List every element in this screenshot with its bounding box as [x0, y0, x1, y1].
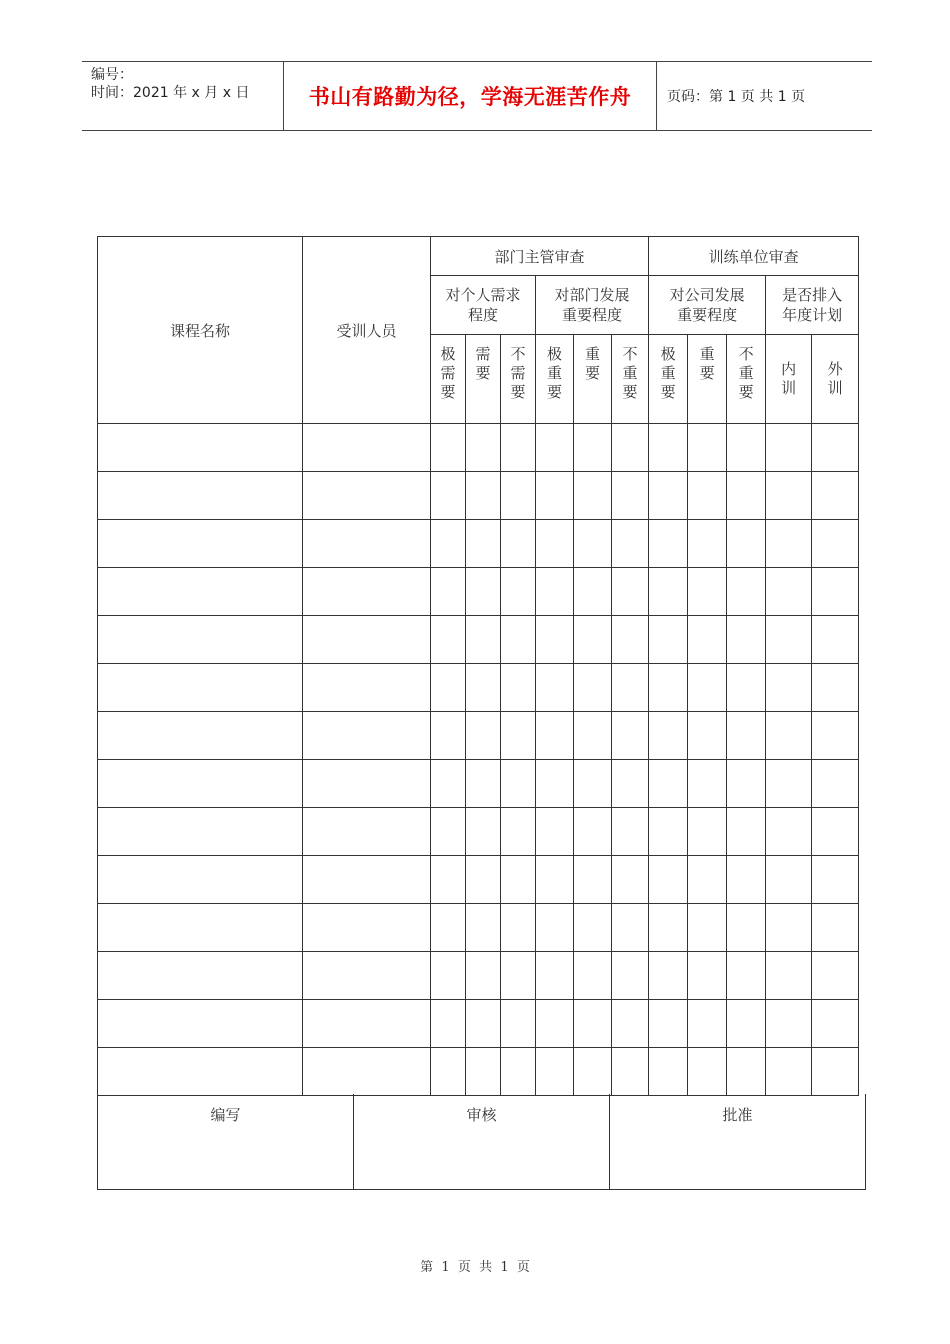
table-cell[interactable]	[501, 808, 536, 856]
table-cell[interactable]	[431, 472, 466, 520]
table-cell[interactable]	[303, 472, 431, 520]
table-cell[interactable]	[303, 952, 431, 1000]
signature-table	[97, 1094, 866, 1190]
table-cell[interactable]	[649, 568, 688, 616]
table-cell[interactable]	[501, 856, 536, 904]
table-cell[interactable]	[501, 472, 536, 520]
table-cell[interactable]	[536, 952, 574, 1000]
table-cell[interactable]	[766, 712, 812, 760]
table-cell[interactable]	[727, 472, 766, 520]
table-cell[interactable]	[766, 568, 812, 616]
time-label: 时间：2021 年 x 月 x 日	[91, 85, 250, 101]
table-cell[interactable]	[649, 712, 688, 760]
table-cell[interactable]	[536, 568, 574, 616]
table-cell[interactable]	[98, 472, 303, 520]
table-cell[interactable]	[536, 472, 574, 520]
table-cell[interactable]	[766, 424, 812, 472]
course-name-header: 课程名称	[98, 237, 303, 424]
table-cell[interactable]	[612, 568, 649, 616]
table-cell[interactable]	[812, 808, 859, 856]
table-cell[interactable]	[501, 424, 536, 472]
dept-review-header: 部门主管审查	[431, 237, 649, 276]
table-cell[interactable]	[303, 856, 431, 904]
sub-header-p1: 极需要	[431, 335, 466, 424]
table-cell[interactable]	[612, 424, 649, 472]
sub-header-c3: 不重要	[727, 335, 766, 424]
table-cell[interactable]	[501, 1048, 536, 1096]
table-cell[interactable]	[501, 760, 536, 808]
table-cell[interactable]	[536, 760, 574, 808]
table-cell[interactable]	[98, 952, 303, 1000]
table-row	[98, 760, 859, 808]
table-cell[interactable]	[727, 1000, 766, 1048]
table-cell[interactable]	[812, 472, 859, 520]
table-cell[interactable]	[649, 904, 688, 952]
table-cell[interactable]	[431, 856, 466, 904]
table-cell[interactable]	[536, 1048, 574, 1096]
table-row	[98, 1048, 859, 1096]
table-cell[interactable]	[727, 664, 766, 712]
table-cell[interactable]	[688, 520, 727, 568]
table-cell[interactable]	[766, 616, 812, 664]
table-cell[interactable]	[574, 472, 612, 520]
review-cell[interactable]: 审核	[354, 1094, 610, 1190]
table-cell[interactable]	[574, 904, 612, 952]
table-cell[interactable]	[466, 856, 501, 904]
table-cell[interactable]	[501, 520, 536, 568]
table-cell[interactable]	[536, 616, 574, 664]
table-cell[interactable]	[649, 424, 688, 472]
table-cell[interactable]	[649, 472, 688, 520]
table-cell[interactable]	[303, 712, 431, 760]
approve-cell[interactable]: 批准	[610, 1094, 866, 1190]
table-cell[interactable]	[303, 1048, 431, 1096]
table-cell[interactable]	[574, 808, 612, 856]
table-cell[interactable]	[727, 904, 766, 952]
table-cell[interactable]	[98, 616, 303, 664]
table-cell[interactable]	[98, 664, 303, 712]
sub-header-a2: 外训	[812, 335, 859, 424]
table-cell[interactable]	[612, 520, 649, 568]
table-cell[interactable]	[501, 712, 536, 760]
table-cell[interactable]	[812, 1048, 859, 1096]
table-row	[98, 616, 859, 664]
table-cell[interactable]	[536, 664, 574, 712]
compile-cell[interactable]: 编写	[98, 1094, 354, 1190]
table-cell[interactable]	[688, 712, 727, 760]
table-cell[interactable]	[688, 856, 727, 904]
dept-dev-header: 对部门发展重要程度	[536, 276, 649, 335]
table-cell[interactable]	[574, 760, 612, 808]
sub-header-d3: 不重要	[612, 335, 649, 424]
table-row	[98, 952, 859, 1000]
company-dev-header: 对公司发展重要程度	[649, 276, 766, 335]
table-cell[interactable]	[649, 952, 688, 1000]
personal-need-header: 对个人需求程度	[431, 276, 536, 335]
table-cell[interactable]	[431, 664, 466, 712]
table-cell[interactable]	[466, 808, 501, 856]
annual-plan-header: 是否排入年度计划	[766, 276, 859, 335]
table-cell[interactable]	[688, 616, 727, 664]
table-cell[interactable]	[727, 952, 766, 1000]
table-cell[interactable]	[766, 664, 812, 712]
table-cell[interactable]	[812, 616, 859, 664]
table-cell[interactable]	[501, 664, 536, 712]
table-cell[interactable]	[812, 760, 859, 808]
table-cell[interactable]	[501, 568, 536, 616]
table-cell[interactable]	[431, 904, 466, 952]
sub-header-p3: 不需要	[501, 335, 536, 424]
sub-header-d2: 重要	[574, 335, 612, 424]
table-cell[interactable]	[98, 808, 303, 856]
table-cell[interactable]	[766, 856, 812, 904]
page-code: 页码：第 1 页 共 1 页	[667, 89, 806, 105]
table-cell[interactable]	[727, 760, 766, 808]
table-cell[interactable]	[431, 520, 466, 568]
table-row	[98, 424, 859, 472]
table-cell[interactable]	[303, 664, 431, 712]
table-cell[interactable]	[688, 952, 727, 1000]
table-cell[interactable]	[303, 808, 431, 856]
table-cell[interactable]	[649, 664, 688, 712]
sub-header-d1: 极重要	[536, 335, 574, 424]
table-cell[interactable]	[612, 808, 649, 856]
table-cell[interactable]	[649, 808, 688, 856]
table-cell[interactable]	[766, 760, 812, 808]
table-cell[interactable]	[574, 520, 612, 568]
table-cell[interactable]	[466, 664, 501, 712]
table-cell[interactable]	[688, 904, 727, 952]
table-cell[interactable]	[688, 1000, 727, 1048]
table-cell[interactable]	[612, 664, 649, 712]
table-cell[interactable]	[688, 472, 727, 520]
table-row	[98, 568, 859, 616]
table-cell[interactable]	[649, 1048, 688, 1096]
table-cell[interactable]	[812, 712, 859, 760]
table-row	[98, 520, 859, 568]
table-cell[interactable]	[98, 904, 303, 952]
table-row	[98, 904, 859, 952]
table-cell[interactable]	[303, 1000, 431, 1048]
table-cell[interactable]	[812, 952, 859, 1000]
table-cell[interactable]	[431, 760, 466, 808]
table-cell[interactable]	[812, 664, 859, 712]
table-cell[interactable]	[303, 760, 431, 808]
table-cell[interactable]	[727, 616, 766, 664]
table-cell[interactable]	[536, 712, 574, 760]
motto: 书山有路勤为径，学海无涯苦作舟	[284, 62, 657, 130]
number-label: 编号：	[91, 67, 133, 83]
table-cell[interactable]	[812, 424, 859, 472]
table-cell[interactable]	[98, 1048, 303, 1096]
table-cell[interactable]	[766, 1000, 812, 1048]
table-cell[interactable]	[98, 760, 303, 808]
table-cell[interactable]	[688, 664, 727, 712]
table-cell[interactable]	[766, 904, 812, 952]
table-cell[interactable]	[501, 952, 536, 1000]
table-cell[interactable]	[574, 424, 612, 472]
table-cell[interactable]	[574, 568, 612, 616]
table-cell[interactable]	[466, 616, 501, 664]
table-cell[interactable]	[688, 424, 727, 472]
table-cell[interactable]	[612, 472, 649, 520]
table-cell[interactable]	[649, 520, 688, 568]
table-cell[interactable]	[612, 616, 649, 664]
table-cell[interactable]	[466, 568, 501, 616]
table-cell[interactable]	[431, 616, 466, 664]
table-cell[interactable]	[98, 520, 303, 568]
table-cell[interactable]	[727, 1048, 766, 1096]
table-cell[interactable]	[536, 808, 574, 856]
table-cell[interactable]	[431, 424, 466, 472]
table-cell[interactable]	[612, 760, 649, 808]
table-cell[interactable]	[574, 952, 612, 1000]
table-cell[interactable]	[431, 1048, 466, 1096]
table-cell[interactable]	[727, 712, 766, 760]
table-cell[interactable]	[574, 856, 612, 904]
table-cell[interactable]	[612, 712, 649, 760]
table-cell[interactable]	[574, 616, 612, 664]
table-cell[interactable]	[98, 1000, 303, 1048]
table-cell[interactable]	[612, 856, 649, 904]
table-cell[interactable]	[574, 664, 612, 712]
table-cell[interactable]	[303, 424, 431, 472]
table-cell[interactable]	[501, 616, 536, 664]
table-cell[interactable]	[812, 856, 859, 904]
table-cell[interactable]	[431, 952, 466, 1000]
sub-header-c2: 重要	[688, 335, 727, 424]
table-cell[interactable]	[466, 904, 501, 952]
table-cell[interactable]	[98, 568, 303, 616]
table-cell[interactable]	[649, 616, 688, 664]
table-cell[interactable]	[466, 1048, 501, 1096]
table-cell[interactable]	[812, 904, 859, 952]
table-cell[interactable]	[727, 520, 766, 568]
table-cell[interactable]	[466, 520, 501, 568]
sub-header-p2: 需要	[466, 335, 501, 424]
table-cell[interactable]	[303, 520, 431, 568]
table-cell[interactable]	[612, 1000, 649, 1048]
table-cell[interactable]	[766, 952, 812, 1000]
table-row	[98, 712, 859, 760]
table-row	[98, 808, 859, 856]
table-cell[interactable]	[501, 904, 536, 952]
table-cell[interactable]	[727, 856, 766, 904]
sub-header-c1: 极重要	[649, 335, 688, 424]
table-cell[interactable]	[98, 856, 303, 904]
table-cell[interactable]	[431, 1000, 466, 1048]
table-cell[interactable]	[612, 952, 649, 1000]
table-cell[interactable]	[466, 472, 501, 520]
table-cell[interactable]	[431, 808, 466, 856]
table-cell[interactable]	[431, 712, 466, 760]
table-cell[interactable]	[688, 760, 727, 808]
table-cell[interactable]	[612, 1048, 649, 1096]
table-cell[interactable]	[303, 568, 431, 616]
table-cell[interactable]	[649, 1000, 688, 1048]
table-cell[interactable]	[812, 568, 859, 616]
table-cell[interactable]	[812, 1000, 859, 1048]
table-cell[interactable]	[766, 472, 812, 520]
table-cell[interactable]	[303, 904, 431, 952]
table-cell[interactable]	[688, 1048, 727, 1096]
table-cell[interactable]	[766, 808, 812, 856]
table-cell[interactable]	[612, 904, 649, 952]
table-cell[interactable]	[466, 952, 501, 1000]
table-cell[interactable]	[649, 760, 688, 808]
table-cell[interactable]	[466, 760, 501, 808]
table-cell[interactable]	[727, 808, 766, 856]
table-cell[interactable]	[536, 424, 574, 472]
table-cell[interactable]	[431, 568, 466, 616]
training-review-header: 训练单位审查	[649, 237, 859, 276]
document-header	[82, 61, 872, 131]
table-cell[interactable]	[98, 424, 303, 472]
table-cell[interactable]	[574, 1000, 612, 1048]
table-row	[98, 664, 859, 712]
table-cell[interactable]	[574, 712, 612, 760]
table-cell[interactable]	[688, 568, 727, 616]
table-cell[interactable]	[466, 424, 501, 472]
table-cell[interactable]	[649, 856, 688, 904]
sub-header-a1: 内训	[766, 335, 812, 424]
table-row	[98, 856, 859, 904]
table-cell[interactable]	[466, 1000, 501, 1048]
trainees-header: 受训人员	[303, 237, 431, 424]
table-cell[interactable]	[303, 616, 431, 664]
table-cell[interactable]	[812, 520, 859, 568]
training-review-form	[97, 236, 859, 1096]
table-cell[interactable]	[98, 712, 303, 760]
header-meta	[82, 62, 284, 130]
table-cell[interactable]	[501, 1000, 536, 1048]
table-cell[interactable]	[688, 808, 727, 856]
table-cell[interactable]	[536, 520, 574, 568]
table-cell[interactable]	[727, 424, 766, 472]
page-footer: 第 1 页 共 1 页	[420, 1260, 530, 1275]
table-row	[98, 472, 859, 520]
table-cell[interactable]	[766, 1048, 812, 1096]
table-cell[interactable]	[727, 568, 766, 616]
table-cell[interactable]	[536, 856, 574, 904]
table-cell[interactable]	[466, 712, 501, 760]
table-cell[interactable]	[574, 1048, 612, 1096]
table-cell[interactable]	[766, 520, 812, 568]
table-cell[interactable]	[536, 904, 574, 952]
table-cell[interactable]	[536, 1000, 574, 1048]
table-row	[98, 1000, 859, 1048]
